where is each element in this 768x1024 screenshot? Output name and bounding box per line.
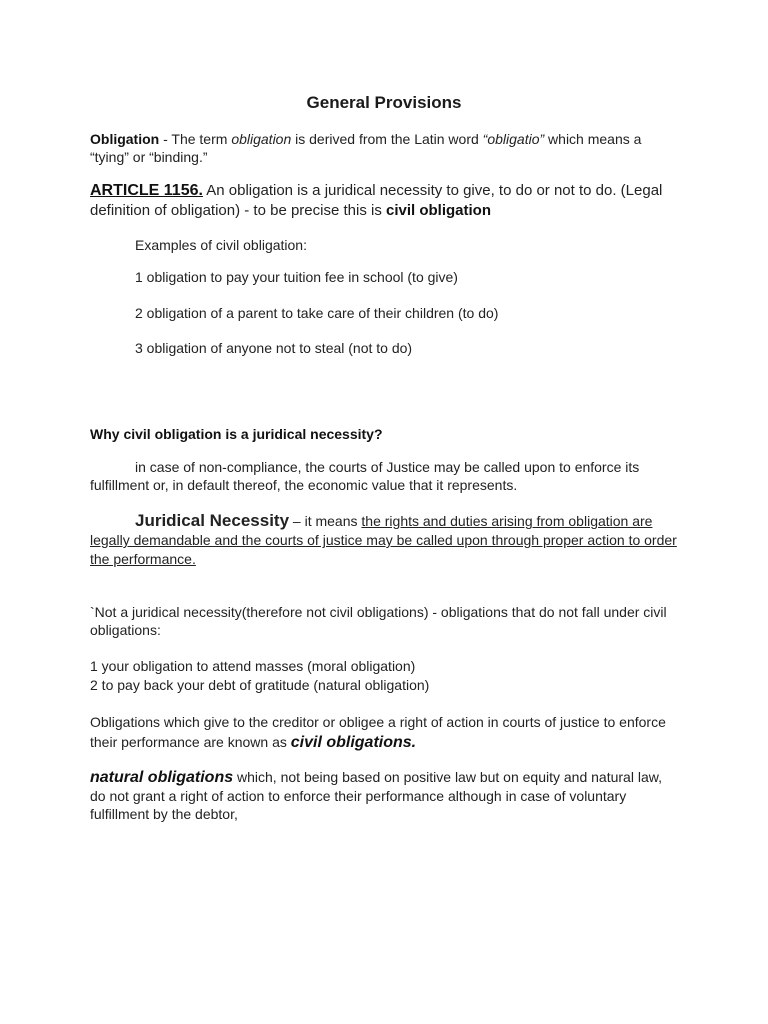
natural-text: which, not being based on positive law but on equity and natural law, do not grant a right of action to enforce their performance although in case of voluntary fulfillment by the debtor, xyxy=(90,769,662,822)
intro-text-3: which means a “tying” or “binding.” xyxy=(90,131,642,165)
example-item-1: 1 obligation to pay your tuition fee in school (to give) xyxy=(135,269,458,285)
article-label-underlined: ARTICLE 1156. xyxy=(90,182,203,199)
juridical-necessity-term: Juridical Necessity xyxy=(135,511,290,530)
not-juridical-item-1: 1 your obligation to attend masses (moral obligation) xyxy=(90,658,416,674)
obligation-term: Obligation xyxy=(90,131,160,147)
article-text: An obligation is a juridical necessity to give, to do or not to do. (Legal definition of obligation) - to be precise this is xyxy=(90,182,663,219)
obligation-definition xyxy=(90,130,680,166)
why-question: Why civil obligation is a juridical necessity? xyxy=(90,426,383,442)
juridical-dash: – it means xyxy=(289,513,362,529)
example-item-3: 3 obligation of anyone not to steal (not to do) xyxy=(135,340,413,356)
example-item-2: 2 obligation of a parent to take care of their children (to do) xyxy=(135,305,499,321)
juridical-underlined-text: the rights and duties arising from obligation are legally demandable and the courts of justice may be called upon through proper action to order the performance. xyxy=(90,513,677,567)
examples-heading: Examples of civil obligation: xyxy=(135,237,307,253)
intro-italic-obligatio: “obligatio” xyxy=(482,131,545,147)
civil-obligation-bold: civil obligation xyxy=(386,202,492,219)
civil-obligations-paragraph xyxy=(90,712,680,753)
why-answer xyxy=(90,458,680,494)
article-label xyxy=(90,182,203,199)
natural-obligations-term: natural obligations xyxy=(90,769,234,786)
civil-text: Obligations which give to the creditor or obligee a right of action in courts of justice to enforce their performance are known as xyxy=(90,714,666,750)
intro-italic-obligation: obligation xyxy=(231,131,292,147)
article-1156 xyxy=(90,181,680,221)
natural-obligations-paragraph xyxy=(90,768,680,823)
not-juridical-text: `Not a juridical necessity(therefore not civil obligations) - obligations that do not fall under civil obligations: xyxy=(90,604,667,638)
intro-text-1: - The term xyxy=(159,131,232,147)
civil-obligations-term: civil obligations. xyxy=(290,734,417,751)
not-juridical-item-2: 2 to pay back your debt of gratitude (natural obligation) xyxy=(90,677,430,693)
why-answer-text: in case of non-compliance, the courts of Justice may be called upon to enforce its fulfillment or, in default thereof, the economic value that it represents. xyxy=(90,459,640,493)
page-title: General Provisions xyxy=(306,93,462,112)
juridical-necessity xyxy=(90,511,680,569)
intro-text-2: is derived from the Latin word xyxy=(291,131,483,147)
